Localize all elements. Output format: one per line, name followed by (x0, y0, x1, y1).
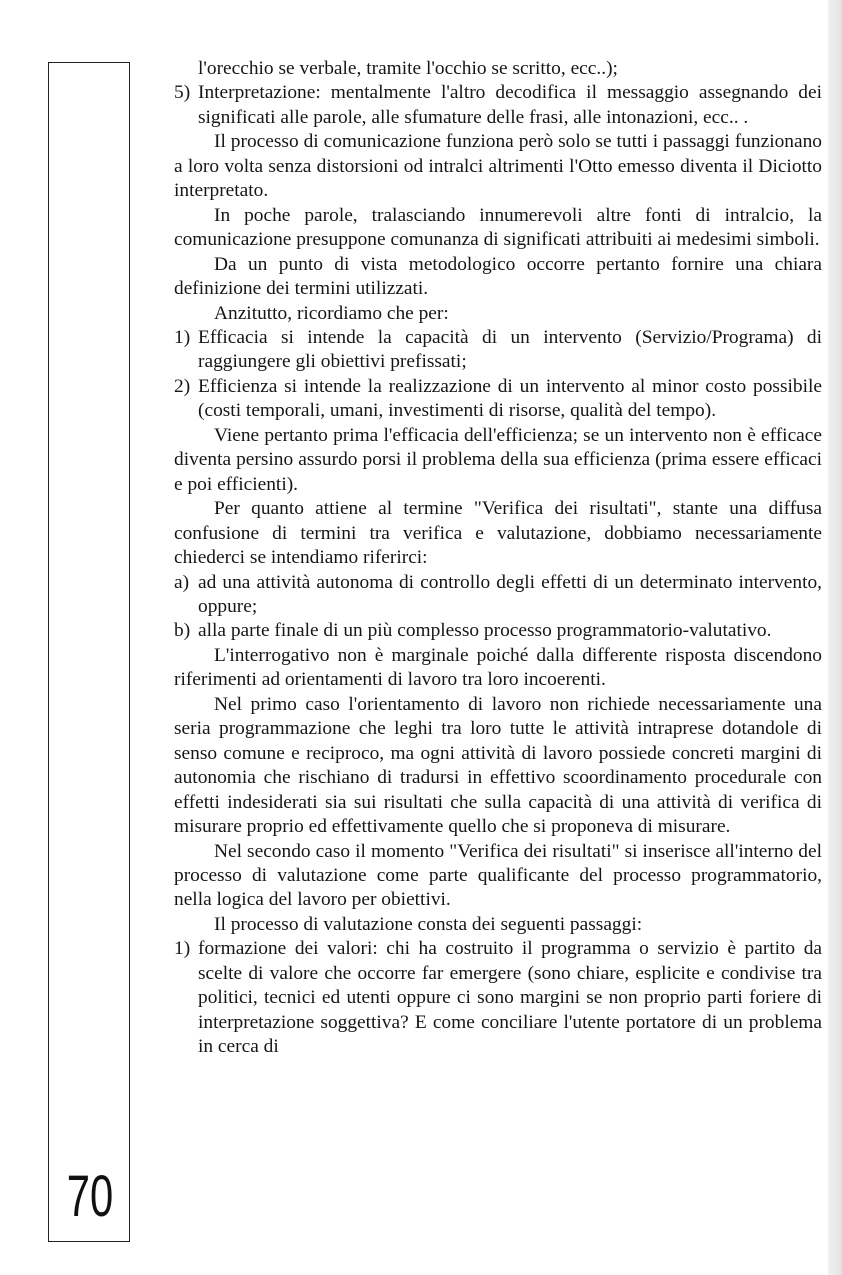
list-text: alla parte finale di un più complesso processo programmatorio-valutativo. (198, 620, 772, 642)
page-number: 70 (66, 1164, 114, 1229)
continuation-line: l'orecchio se verbale, tramite l'occhio se scritto, ecc..); (198, 58, 618, 79)
list-marker: 1) (174, 938, 191, 960)
list-item-efficacia (174, 326, 822, 375)
paragraph: Viene pertanto prima l'efficacia dell'efficienza; se un intervento non è efficace diventa persino assurdo porsi il problema della sua efficienza (prima essere efficaci e poi efficienti). (174, 424, 822, 495)
list-text: Interpretazione: mentalmente l'altro decodifica il messaggio assegnando dei significati alle parole, alle sfumature delle frasi, alle intonazioni, ecc.. . (198, 82, 822, 128)
margin-frame (48, 62, 130, 1242)
paragraph: Da un punto di vista metodologico occorre pertanto fornire una chiara definizione dei termini utilizzati. (174, 253, 822, 300)
list-marker: 2) (174, 375, 191, 397)
paragraph: Il processo di valutazione consta dei seguenti passaggi: (214, 913, 643, 935)
list-item-5 (174, 81, 822, 130)
list-marker: b) (174, 620, 191, 642)
list-text: Efficienza si intende la realizzazione di un intervento al minor costo possibile (costi temporali, umani, investimenti di risorse, qualità del tempo). (198, 375, 822, 422)
list-item-a (174, 571, 822, 620)
list-item-b (174, 619, 822, 643)
list-text: Efficacia si intende la capacità di un intervento (Servizio/Programa) di raggiungere gli obiettivi prefissati; (198, 326, 822, 373)
paragraph: Anzitutto, ricordiamo che per: (214, 302, 449, 324)
paragraph: Nel primo caso l'orientamento di lavoro non richiede necessariamente una seria programmazione che leghi tra loro tutte le attività intraprese dotandole di senso comune e reciproco, ma ogni attività di lavoro possiede concreti margini di autonomia che rischiano di tradursi in effettivo scoordinamento procedurale con effetti indesiderati sia sui risultati che sulla capacità di una attività di verifica di misurare proprio ed effettivamente quello che si proponeva di misurare. (174, 693, 822, 838)
list-text: formazione dei valori: chi ha costruito il programma o servizio è partito da scelte di valore che occorre far emergere (sono chiare, esplicite e condivise tra politici, tecnici ed utenti oppure ci sono margini se non proprio parti foriere di interpretazione soggettiva? E come conciliare l'utente portatore di un problema in cerca di (198, 938, 822, 1058)
list-item-efficienza (174, 375, 822, 424)
paragraph: Nel secondo caso il momento "Verifica dei risultati" si inserisce all'interno del processo di valutazione come parte qualificante del processo programmatorio, nella logica del lavoro per obiettivi. (174, 840, 822, 911)
list-text: ad una attività autonoma di controllo degli effetti di un determinato intervento, oppure; (198, 571, 822, 617)
list-marker: 5) (174, 82, 191, 104)
paragraph: L'interrogativo non è marginale poiché dalla differente risposta discendono riferimenti ad orientamenti di lavoro tra loro incoerenti. (174, 644, 822, 691)
list-marker: a) (174, 571, 190, 593)
page-edge-shadow (828, 0, 842, 1275)
list-marker: 1) (174, 326, 191, 348)
paragraph: Il processo di comunicazione funziona però solo se tutti i passaggi funzionano a loro volta senza distorsioni od intralci altrimenti l'Otto emesso diventa il Diciotto interpretato. (174, 131, 822, 202)
paragraph: In poche parole, tralasciando innumerevoli altre fonti di intralcio, la comunicazione presuppone comunanza di significati attribuiti ai medesimi simboli. (174, 204, 822, 251)
body-text (174, 57, 822, 1060)
paragraph: Per quanto attiene al termine "Verifica dei risultati", stante una diffusa confusione di termini tra verifica e valutazione, dobbiamo necessariamente chiederci se intendiamo riferirci: (174, 498, 822, 569)
list-item-formazione-valori (174, 937, 822, 1059)
